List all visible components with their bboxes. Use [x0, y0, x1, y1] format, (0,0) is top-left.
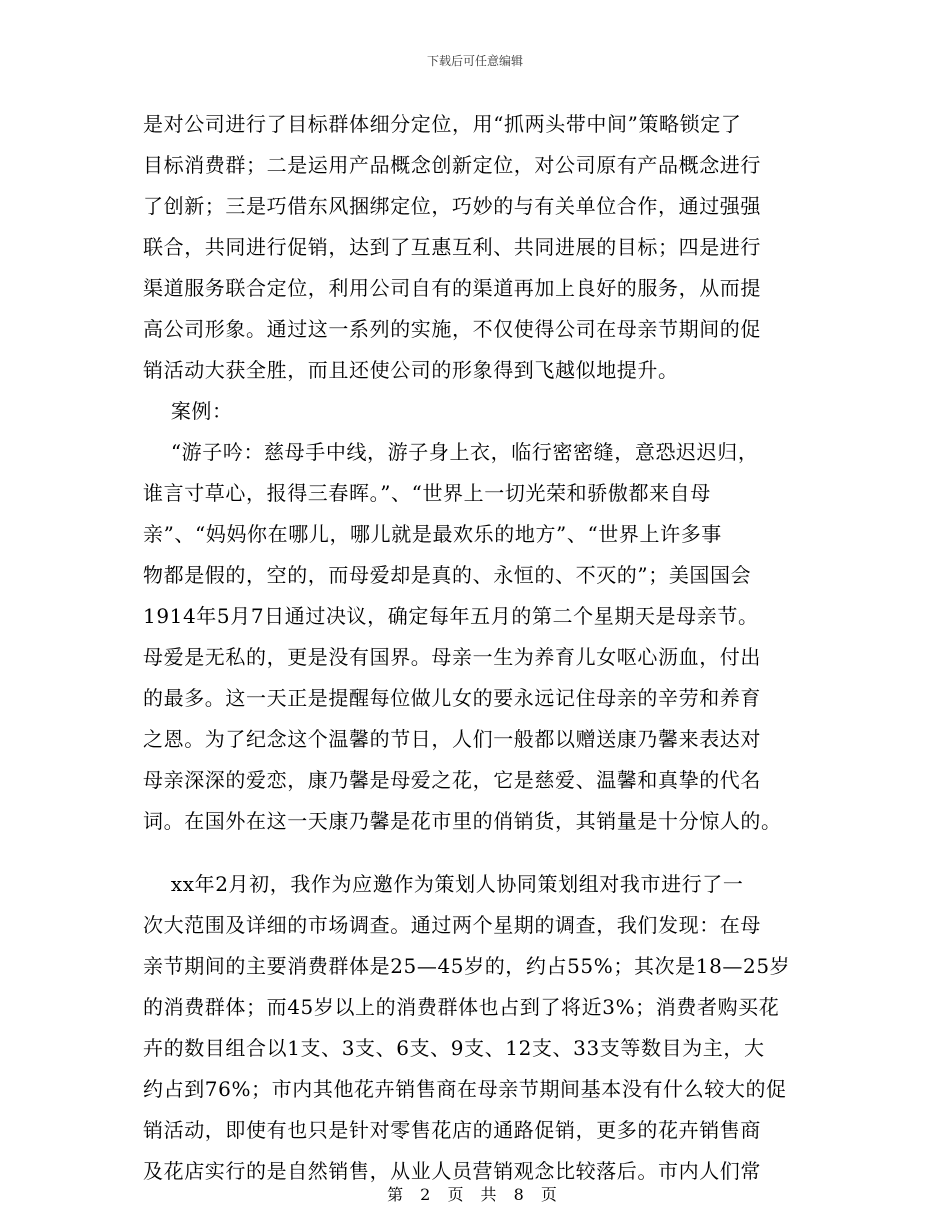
body-line: 词。在国外在这一天康乃馨是花市里的俏销货，其销量是十分惊人的。 — [143, 809, 782, 833]
body-line: 高公司形象。通过这一系列的实施，不仅使得公司在母亲节期间的促 — [143, 317, 761, 341]
case-heading: 案例： — [143, 399, 233, 423]
body-line: 母亲深深的爱恋，康乃馨是母爱之花，它是慈爱、温馨和真挚的代名 — [143, 768, 761, 792]
body-line: 亲”、“妈妈你在哪儿，哪儿就是最欢乐的地方”、“世界上许多事 — [143, 522, 722, 546]
body-line: 是对公司进行了目标群体细分定位，用“抓两头带中间”策略锁定了 — [143, 112, 742, 136]
body-line: 约占到76%；市内其他花卉销售商在母亲节期间基本没有什么较大的促 — [143, 1077, 787, 1101]
body-line: 销活动大获全胜，而且还使公司的形象得到飞越似地提升。 — [143, 358, 679, 382]
body-line: 目标消费群；二是运用产品概念创新定位，对公司原有产品概念进行 — [143, 153, 761, 177]
body-line: 卉的数目组合以1支、3支、6支、9支、12支、33支等数目为主，大 — [143, 1036, 765, 1060]
body-line: 的消费群体；而45岁以上的消费群体也占到了将近3%；消费者购买花 — [143, 995, 780, 1019]
body-line: 次大范围及详细的市场调查。通过两个星期的调查，我们发现：在母 — [143, 913, 761, 937]
body-line: 之恩。为了纪念这个温馨的节日，人们一般都以赠送康乃馨来表达对 — [143, 727, 761, 751]
body-line: 母爱是无私的，更是没有国界。母亲一生为养育儿女呕心沥血，付出 — [143, 645, 761, 669]
body-line: “游子吟：慈母手中线，游子身上衣，临行密密缝，意恐迟迟归， — [143, 440, 759, 464]
page-header: 下载后可任意编辑 — [426, 54, 523, 68]
body-line: 渠道服务联合定位，利用公司自有的渠道再加上良好的服务，从而提 — [143, 276, 761, 300]
body-line: 1914年5月7日通过决议，确定每年五月的第二个星期天是母亲节。 — [143, 604, 759, 628]
body-line: 了创新；三是巧借东风捆绑定位，巧妙的与有关单位合作，通过强强 — [143, 194, 761, 218]
body-line: 的最多。这一天正是提醒每位做儿女的要永远记住母亲的辛劳和养育 — [143, 686, 761, 710]
body-line: 联合，共同进行促销，达到了互惠互利、共同进展的目标；四是进行 — [143, 235, 761, 259]
body-line: 及花店实行的是自然销售，从业人员营销观念比较落后。市内人们常 — [143, 1159, 761, 1183]
body-line: 亲节期间的主要消费群体是25—45岁的，约占55%；其次是18—25岁 — [143, 954, 791, 978]
page-footer: 第 2 页 共 8 页 — [387, 1185, 563, 1204]
body-line: 销活动，即使有也只是针对零售花店的通路促销，更多的花卉销售商 — [143, 1118, 761, 1142]
body-line: 物都是假的，空的，而母爱却是真的、永恒的、不灭的”；美国国会 — [143, 563, 752, 587]
body-line: 谁言寸草心，报得三春晖。”、“世界上一切光荣和骄傲都来自母 — [143, 481, 711, 505]
body-line: xx年2月初，我作为应邀作为策划人协同策划组对我市进行了一 — [143, 872, 744, 896]
